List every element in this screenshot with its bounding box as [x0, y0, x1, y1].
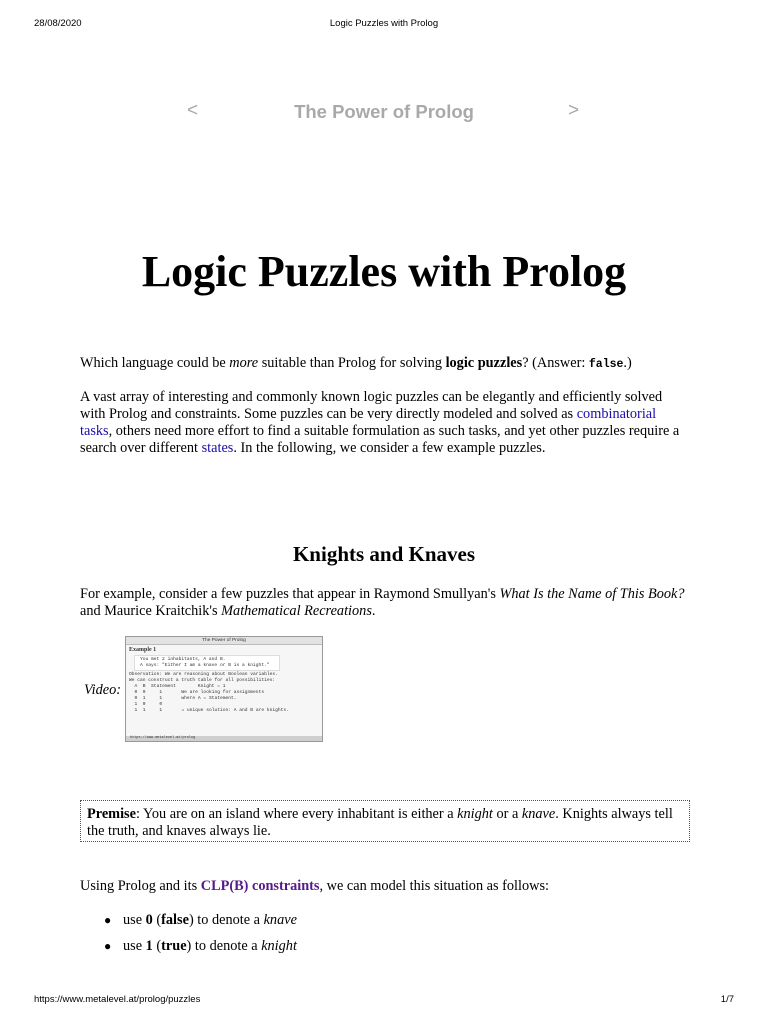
text: : You are on an island where every inhabitant is either a	[135, 806, 458, 822]
list-item	[80, 910, 297, 936]
value: false	[161, 912, 189, 928]
video-footer: https://www.metalevel.at/prolog	[126, 736, 323, 741]
text: ) to denote a	[188, 912, 264, 928]
text: or a	[492, 806, 522, 822]
text: ? (Answer:	[522, 355, 589, 371]
text: use	[123, 938, 146, 954]
top-navigation	[0, 100, 768, 124]
page-title: Logic Puzzles with Prolog	[141, 247, 627, 296]
print-page-number: 1/7	[720, 994, 734, 1005]
premise-label: Premise	[87, 806, 136, 822]
intro-paragraph-2	[80, 389, 690, 457]
text: suitable than Prolog for solving	[258, 355, 446, 371]
emphasis: knight	[261, 938, 297, 954]
text: . In the following, we consider a few example puzzles.	[233, 440, 546, 456]
emphasis: more	[229, 355, 259, 371]
emphasis: knave	[521, 806, 556, 822]
emphasis: knight	[457, 806, 493, 822]
video-label: Video:	[84, 682, 122, 698]
video-line: We can construct a truth table for all possibilities:	[129, 678, 276, 683]
book-title: Mathematical Recreations	[221, 603, 372, 619]
video-line: A says: "Either I am a knave or B is a knight."	[140, 663, 270, 668]
video-problem-box	[134, 655, 280, 671]
section-heading: Knights and Knaves	[292, 542, 476, 566]
bullet-list	[80, 910, 297, 962]
text: .)	[623, 355, 632, 371]
bullet-icon: ●	[104, 939, 112, 953]
text: and Maurice Kraitchik's	[80, 603, 222, 619]
site-title[interactable]: The Power of Prolog	[294, 101, 474, 122]
text: For example, consider a few puzzles that appear in Raymond Smullyan's	[80, 586, 500, 602]
list-item	[80, 936, 297, 962]
text: A vast array of interesting and commonly known logic puzzles can be elegantly and efficiently solved with Prolog and constraints. Some puzzles can be very directly modeled and solved as	[80, 389, 663, 422]
text: ) to denote a	[186, 938, 262, 954]
text: (	[152, 938, 162, 954]
section-paragraph	[80, 586, 690, 620]
prev-page-link[interactable]: <	[187, 100, 199, 121]
video-line: Observation: We are reasoning about Boolean variables.	[129, 672, 278, 677]
value: 1	[145, 938, 153, 954]
video-example-title: Example 1	[129, 647, 157, 653]
video-line: 1 0 0	[129, 702, 163, 707]
code-false: false	[588, 358, 624, 371]
strong-text: logic puzzles	[445, 355, 523, 371]
print-title: Logic Puzzles with Prolog	[329, 18, 439, 29]
value: 0	[145, 912, 153, 928]
video-line: 0 0 1 We are looking for assignments	[129, 690, 265, 695]
premise-box	[80, 800, 690, 842]
text: Which language could be	[80, 355, 230, 371]
next-page-link[interactable]: >	[568, 100, 580, 121]
value: true	[161, 938, 187, 954]
text: , others need more effort to find a suitable formulation as such tasks, and yet other puzzles require a search over different	[80, 423, 680, 456]
clpb-constraints-link[interactable]: CLP(B) constraints	[200, 878, 320, 894]
emphasis: knave	[263, 912, 297, 928]
video-line: A B Statement Knight = 1	[129, 684, 226, 689]
combinatorial-tasks-link[interactable]: combinatorial tasks	[80, 406, 657, 439]
text: Using Prolog and its	[80, 878, 201, 894]
text: . Knights always tell the truth, and knaves always lie.	[87, 806, 673, 839]
video-line: 0 1 1 where A = Statement.	[129, 696, 237, 701]
video-line: 1 1 1 ⇒ unique solution: A and B are knights.	[129, 708, 289, 713]
intro-paragraph-1	[80, 355, 690, 373]
model-paragraph	[80, 878, 690, 895]
bullet-icon: ●	[104, 913, 112, 927]
text: .	[371, 603, 376, 619]
text: (	[152, 912, 162, 928]
book-title: What Is the Name of This Book?	[499, 586, 685, 602]
print-date: 28/08/2020	[34, 18, 82, 29]
video-line: You met 2 inhabitants, A and B.	[140, 657, 226, 662]
video-title-bar: The Power of Prolog	[126, 637, 322, 645]
text: , we can model this situation as follows:	[319, 878, 550, 894]
video-thumbnail[interactable]	[125, 636, 323, 742]
print-url: https://www.metalevel.at/prolog/puzzles	[34, 994, 201, 1005]
states-link[interactable]: states	[201, 440, 234, 456]
text: use	[123, 912, 146, 928]
